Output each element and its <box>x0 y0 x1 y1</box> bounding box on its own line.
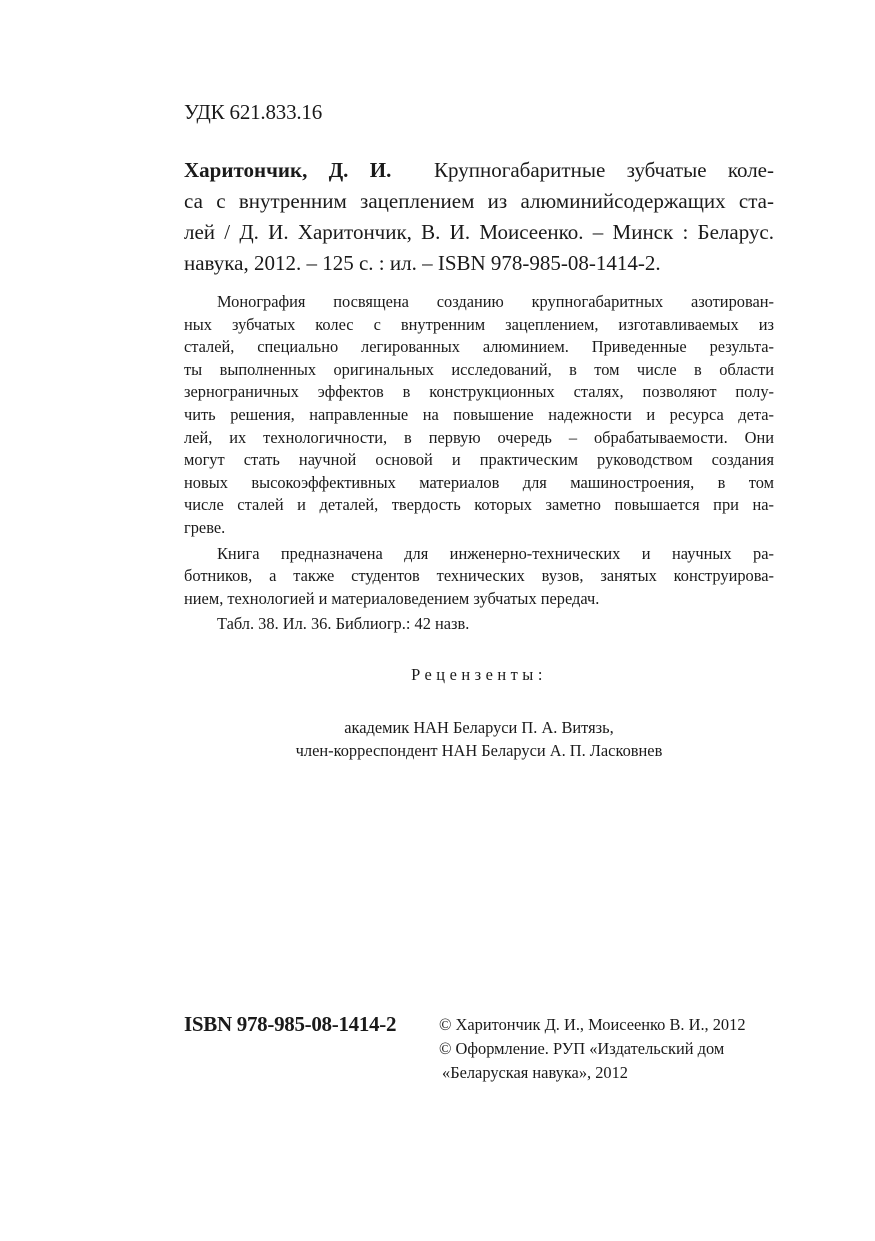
copyright-authors: © Харитончик Д. И., Моисеенко В. И., 2012 <box>439 1015 746 1034</box>
reviewers-heading: Рецензенты: <box>411 665 547 684</box>
abstract-line: чить решения, направленные на повышение надежности и ресурса дета- <box>184 404 774 424</box>
annotation <box>184 291 774 636</box>
reviewers-list <box>184 716 774 762</box>
abstract-line: числе сталей и деталей, твердость которых заметно повышается при на- <box>184 495 774 515</box>
reviewer-2: член-корреспондент НАН Беларуси А. П. Ласковнев <box>295 741 663 760</box>
reviewer-1: академик НАН Беларуси П. А. Витязь, <box>344 718 614 737</box>
abstract-line: ных зубчатых колес с внутренним зацеплением, изготавливаемых из <box>184 314 774 334</box>
biblio-line-2: са с внутренним зацеплением из алюминийсодержащих ста- <box>184 189 774 213</box>
udk-code: УДК 621.833.16 <box>184 100 323 124</box>
audience-line: ботников, а также студентов технических вузов, занятых конструирова- <box>184 566 774 586</box>
copyright-design: © Оформление. РУП «Издательский дом <box>439 1039 725 1058</box>
bibliographic-record <box>184 155 774 279</box>
audience-line: нием, технологией и материаловедением зубчатых передач. <box>184 588 600 608</box>
abstract-line: зернограничных эффектов в конструкционных сталях, позволяют полу- <box>184 382 774 402</box>
copyright-publisher: «Беларуская навука», 2012 <box>442 1063 628 1082</box>
copyright-block <box>439 1013 779 1085</box>
abstract-line: греве. <box>184 517 226 537</box>
abstract-line: лей, их технологичности, в первую очередь – обрабатываемости. Они <box>184 427 774 447</box>
biblio-line-4: навука, 2012. – 125 с. : ил. – ISBN 978-985-08-1414-2. <box>184 251 661 275</box>
tables-figures-refs: Табл. 38. Ил. 36. Библиогр.: 42 назв. <box>217 614 470 634</box>
abstract-line: Монография посвящена созданию крупногабаритных азотирован- <box>217 292 774 311</box>
audience-line: Книга предназначена для инженерно-технических и научных ра- <box>217 543 774 563</box>
biblio-line-3: лей / Д. И. Харитончик, В. И. Моисеенко. – Минск : Беларус. <box>184 220 774 244</box>
abstract-line: сталей, специально легированных алюминием. Приведенные результа- <box>184 337 774 357</box>
isbn-number: ISBN 978-985-08-1414-2 <box>184 1012 397 1036</box>
book-title-start: Крупногабаритные зубчатые коле- <box>434 158 774 182</box>
biblio-line-1 <box>184 155 774 186</box>
abstract-line: новых высокоэффективных материалов для машиностроения, в том <box>184 472 774 492</box>
abstract-line: ты выполненных оригинальных исследований, в том числе в области <box>184 359 774 379</box>
abstract-line: могут стать научной основой и практическим руководством создания <box>184 450 774 470</box>
author-name: Харитончик, Д. И. <box>184 158 392 182</box>
